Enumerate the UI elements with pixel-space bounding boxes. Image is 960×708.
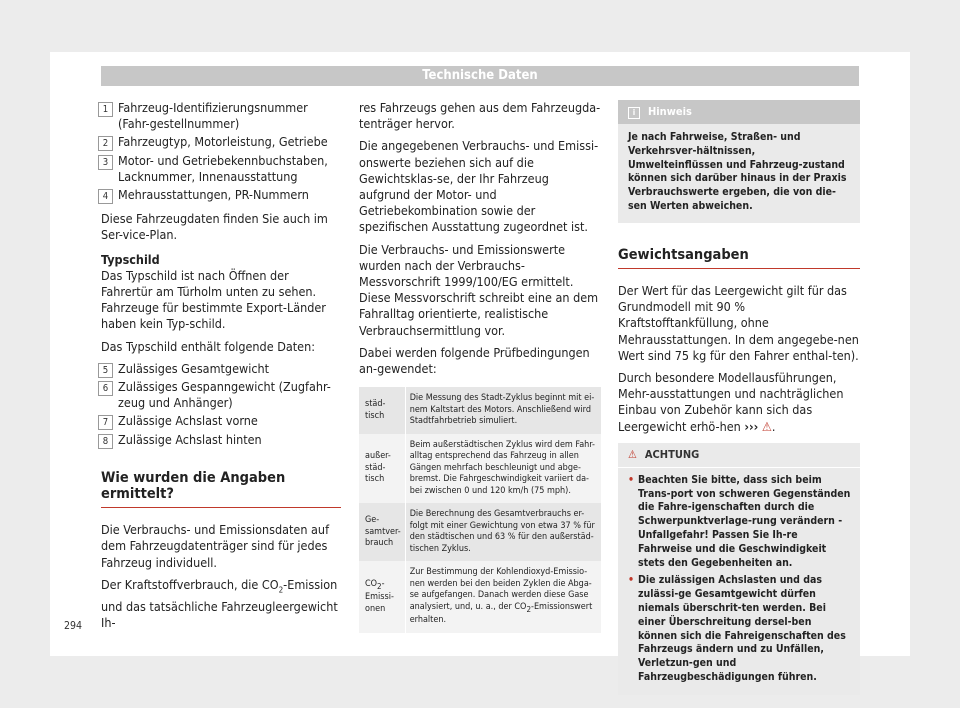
item-number: 4 — [98, 189, 113, 204]
cross-reference-link[interactable]: ››› — [744, 418, 759, 434]
subscript: 2 — [377, 581, 382, 591]
subscript: 2 — [526, 604, 532, 614]
item-text: Zulässiges Gesamtgewicht — [118, 360, 270, 376]
page-header: Technische Daten — [101, 66, 859, 86]
text-run: Zur Bestimmung der Kohlendioxyd-Emissio-nen werden bei den beiden Zyklen die Abga-se aufgefangen. Danach werden diese Gase analysiert, und, u. a., der CO — [409, 567, 592, 612]
paragraph: Die Verbrauchs- und Emissionswerte wurden nach der Verbrauchs-Messvorschrift 1999/100/EG ermittelt. Diese Messvorschrift schreibt eine an dem Fahralltag orientierte, realistische Verbrauchsermittlung vor. — [359, 241, 599, 338]
section-title: Wie wurden die Angaben ermittelt? — [101, 470, 341, 508]
list-item — [101, 432, 341, 448]
table-row — [359, 387, 601, 434]
paragraph: Das Typschild ist nach Öffnen der Fahrertür am Türholm unten zu sehen. Fahrzeuge für bestimmte Export-Länder haben kein Typ-schild. — [101, 267, 326, 332]
table-cell-desc: Die Berechnung des Gesamtverbrauchs er-folgt mit einer Gewichtung von etwa 37 % für den städtischen und 63 % für den außerstäd-tischen Zyklus. — [405, 503, 601, 561]
column-right — [618, 100, 860, 695]
paragraph: res Fahrzeugs gehen aus dem Fahrzeugda-tenträger hervor. — [359, 100, 601, 132]
bullet-text: Beachten Sie bitte, dass sich beim Trans-port von schweren Gegenständen die Fahre-igenschaften durch die Schwerpunktverlage-rung verändern - Unfallgefahr! Passen Sie Ih-re Fahrweise und die Geschwindigkeit stets den Gegebenheiten an. — [638, 473, 851, 569]
table-cell-key — [359, 561, 405, 632]
item-number: 7 — [98, 415, 113, 430]
subheading-typschild: Typschild — [101, 251, 160, 267]
column-left — [101, 100, 341, 637]
list-item — [101, 100, 341, 132]
item-text: Fahrzeug-Identifizierungsnummer (Fahr-gestellnummer) — [118, 100, 308, 132]
paragraph: Die angegebenen Verbrauchs- und Emissi-onswerte beziehen sich auf die Gewichtsklas-se, der Ihr Fahrzeug aufgrund der Motor- und Getriebekombination sowie der spezifischen Ausstattung zugeordnet ist. — [359, 138, 599, 235]
hint-header — [618, 100, 860, 124]
list-item — [101, 134, 341, 150]
hint-box — [618, 100, 860, 223]
warning-triangle-icon: ⚠ — [761, 418, 772, 434]
list-item — [101, 413, 341, 429]
table-row — [359, 434, 601, 504]
table-row — [359, 503, 601, 561]
info-icon: i — [628, 107, 640, 119]
table-cell-key: städ-tisch — [359, 387, 405, 434]
item-number: 8 — [98, 434, 113, 449]
list-item — [101, 153, 341, 185]
warning-title: ACHTUNG — [644, 447, 700, 461]
column-middle — [359, 100, 601, 633]
warning-bullet — [628, 474, 852, 571]
item-text: Fahrzeugtyp, Motorleistung, Getriebe — [118, 134, 328, 150]
table-cell-key: Ge-samtver-brauch — [359, 503, 405, 561]
text-run: -Emission und das tatsächliche Fahrzeugleergewicht Ih- — [101, 576, 338, 630]
hint-title: Hinweis — [648, 105, 692, 118]
text-run: Durch besondere Modellausführungen, Mehr-ausstattungen und nachträglichen Einbau von Zubehör kann sich das Leergewicht erhö-hen — [618, 370, 844, 434]
paragraph — [101, 577, 341, 631]
item-text: Zulässige Achslast vorne — [118, 413, 258, 429]
item-text: Zulässiges Gespanngewicht (Zugfahr-zeug und Anhänger) — [118, 379, 331, 411]
item-number: 5 — [98, 363, 113, 378]
paragraph: Durch besondere Modellausführungen, Mehr-ausstattungen und nachträglichen Einbau von Zubehör kann sich das Leergewicht erhö-hen ››› ⚠. — [618, 370, 844, 434]
table-cell-desc: Beim außerstädtischen Zyklus wird dem Fahr-alltag entsprechend das Fahrzeug in allen Gängen mehrfach beschleunigt und abge-bremst. Die Fahrgeschwindigkeit variiert da-bei zwischen 0 und 120 km/h (75 mph). — [405, 434, 601, 504]
paragraph: Das Typschild enthält folgende Daten: — [101, 338, 315, 354]
bullet-dot: • — [628, 574, 635, 587]
section-title: Gewichtsangaben — [618, 247, 860, 269]
item-text: Mehrausstattungen, PR-Nummern — [118, 187, 309, 203]
table-cell-key: außer-städ-tisch — [359, 434, 405, 504]
subscript: 2 — [278, 585, 284, 595]
table-cell-desc: Die Messung des Stadt-Zyklus beginnt mit ei-nem Kaltstart des Motors. Anschließend wird Stadtfahrbetrieb simuliert. — [405, 387, 601, 434]
warning-header — [618, 443, 860, 468]
text-run: CO — [365, 578, 378, 589]
item-number: 1 — [98, 102, 113, 117]
page-number: 294 — [64, 620, 83, 632]
list-item — [101, 379, 341, 411]
list-item — [101, 187, 341, 203]
paragraph: Die Verbrauchs- und Emissionsdaten auf dem Fahrzeugdatenträger sind für jedes Fahrzeug individuell. — [101, 522, 330, 570]
item-number: 2 — [98, 136, 113, 151]
item-text: Motor- und Getriebekennbuchstaben, Lacknummer, Innenausstattung — [118, 152, 328, 184]
paragraph: Dabei werden folgende Prüfbedingungen an-gewendet: — [359, 344, 590, 377]
warning-bullet — [628, 574, 852, 684]
text-run: -Emissi-onen — [365, 578, 394, 614]
warning-triangle-icon: ⚠ — [628, 447, 637, 461]
text-run: -Emissionswert erhalten. — [409, 601, 593, 626]
table-row — [359, 561, 601, 632]
item-text: Zulässige Achslast hinten — [118, 431, 262, 447]
paragraph: Diese Fahrzeugdaten finden Sie auch im Ser-vice-Plan. — [101, 211, 328, 243]
item-number: 6 — [98, 381, 113, 396]
list-item — [101, 361, 341, 377]
bullet-dot: • — [628, 473, 635, 486]
hint-text: Je nach Fahrweise, Straßen- und Verkehrsver-hältnissen, Umwelteinflüssen und Fahrzeug-zustand können sich darüber hinaus in der Praxis Verbrauchswerte ergeben, die von die-sen Werten abweichen. — [628, 131, 847, 212]
test-conditions-table — [359, 387, 601, 632]
warning-box — [618, 443, 860, 695]
table-cell-desc — [405, 561, 601, 632]
warning-body — [618, 468, 860, 695]
text-run: Der Kraftstoffverbrauch, die CO — [101, 576, 279, 592]
bullet-text: Die zulässigen Achslasten und das zulässi-ge Gesamtgewicht dürfen niemals überschrit-ten werden. Bei einer Überschreitung dersel-ben können sich die Fahreigenschaften des Fahrzeugs ändern und zu Unfällen, Verletzun-gen und Fahrzeugbeschädigungen führen. — [638, 574, 846, 683]
paragraph: Der Wert für das Leergewicht gilt für das Grundmodell mit 90 % Kraftstofftankfüllung, ohne Mehrausstattungen. In dem angegebe-nen Wert sind 75 kg für den Fahrer enthal-ten). — [618, 282, 859, 363]
item-number: 3 — [98, 155, 113, 170]
